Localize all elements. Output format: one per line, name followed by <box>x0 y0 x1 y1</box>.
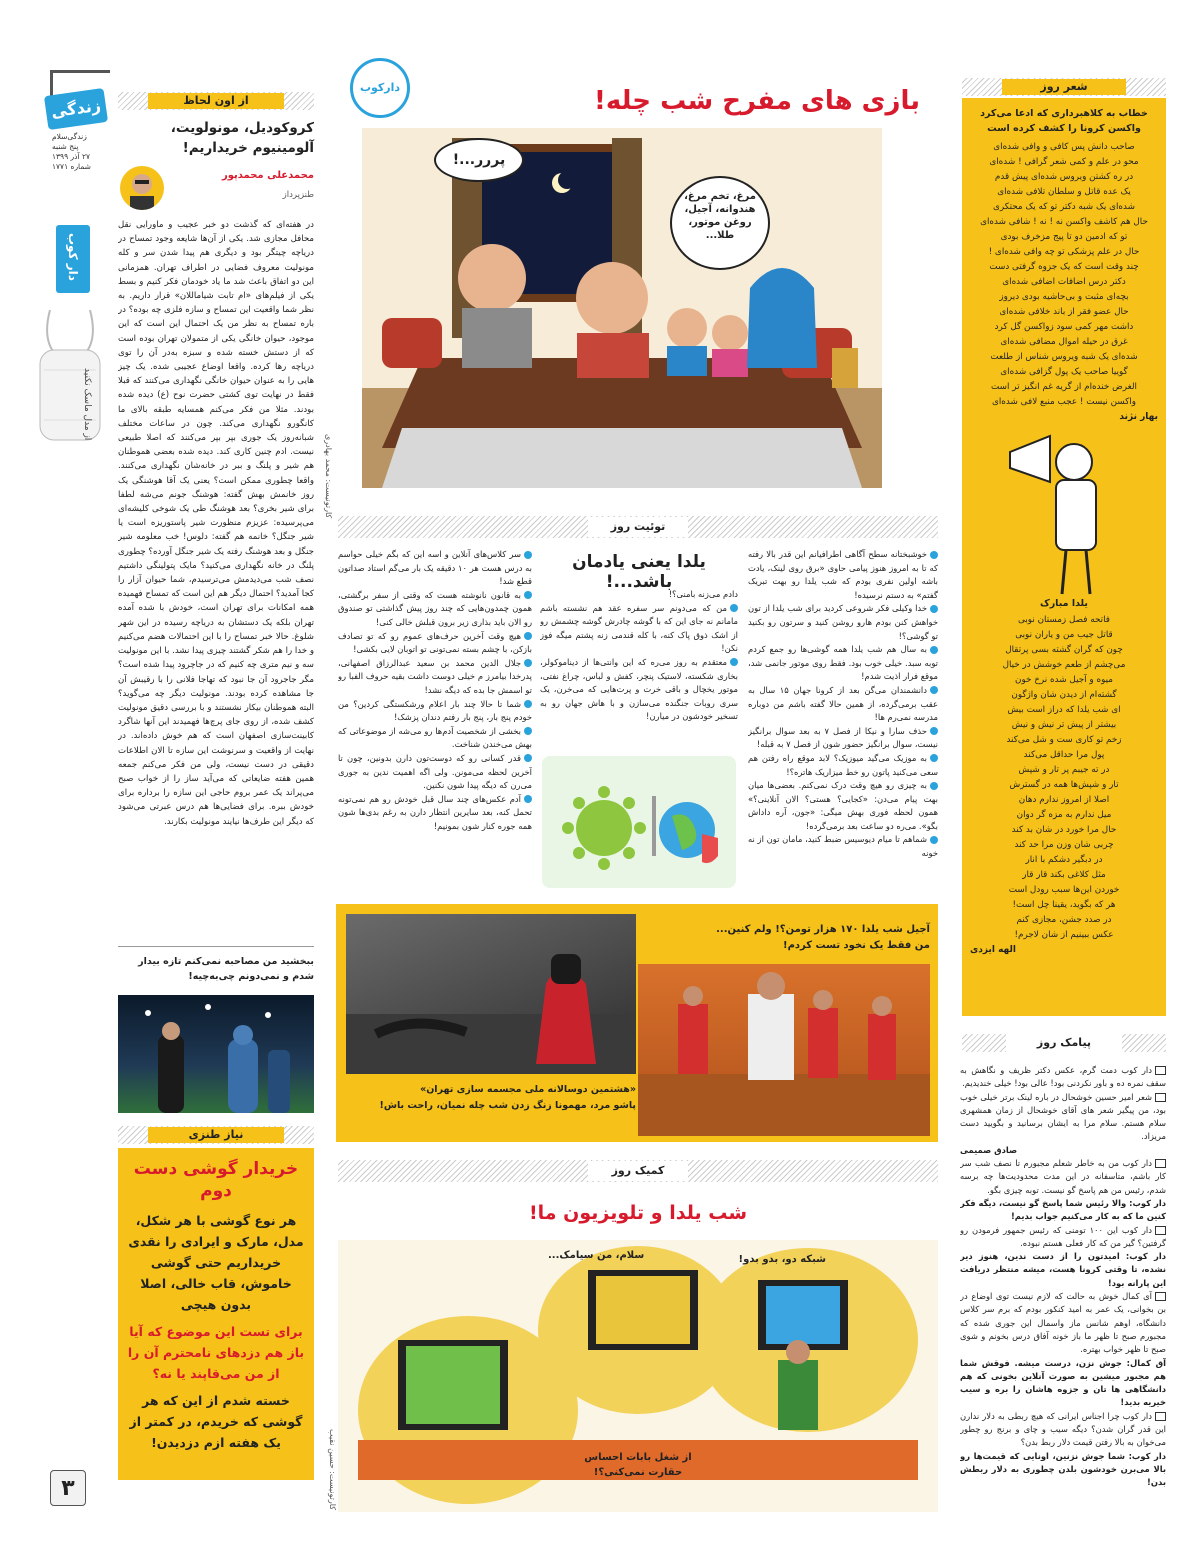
tweet-item <box>338 630 532 657</box>
tweet-text: من که می‌دونم سر سفره عقد هم نشسته باشم مامانم نه جای این که با گوشه چادرش گوشه چشمش رو از اشک ذوق پاک کنه، با کله قندمی زنه پشتم میگه فوز نکن! <box>540 602 738 654</box>
comic-section-label: کمیک روز <box>588 1161 688 1181</box>
logo-text: زندگی <box>49 95 102 122</box>
poem-line: هر که بگوید، یقینا چل است! <box>1012 900 1116 910</box>
poet-name: بهار نژند <box>1119 412 1158 422</box>
tweet-item <box>540 588 738 602</box>
twitter-icon <box>930 605 938 613</box>
poem-line: مثل کلاغی بکند قار قار <box>1022 870 1106 880</box>
masthead-line: پنج شنبه <box>52 142 79 151</box>
comic-panel-text: سلام، من سیامک... <box>548 1250 645 1261</box>
poem-title-2: یلدا مبارک <box>1039 598 1089 609</box>
sms-text: دار کوب دمت گرم، عکس دکتر ظریف و نگاهش به سقف نمره ده و باور نکردنی بود! عالی بود! خیلی خندیدیم. <box>960 1065 1166 1089</box>
poem-line: حال عضو فقر از باند خلافی شده‌ای <box>999 307 1129 317</box>
main-cartoon <box>324 58 938 518</box>
tweet-text: به موزیک می‌گید میوزیک؟ لابد موقع راه رفتن هم سعی می‌کنید پاتون رو خط میزاریک هاتره؟! <box>748 752 938 777</box>
twitter-icon <box>524 632 532 640</box>
niaz-body-3: خسته شدم از این که هر گوشی که خریدم، در کمتر از یک هفته ازم دزدیدن! <box>129 1393 303 1450</box>
tweet-item <box>748 752 938 779</box>
poem-line: خوردن این‌ها سبب رودل است <box>1008 885 1120 895</box>
tweet-text: جلال الدین محمد بن سعید عبدالرزاق اصفهانی، پدرخدا بیامرز م خیلی دوست داشت بقیه حروف الفبا رو تو اسمش جا بده که دیگه نشد! <box>338 657 532 695</box>
poem-line: اصلا از امروز ندارم دهان <box>1018 795 1110 805</box>
tweet-text: دادم می‌زنه بامنی؟! <box>668 589 738 599</box>
tweet-item <box>338 725 532 752</box>
poem-line: گوییا صاحب یک پول گزافی شده‌ای <box>1000 367 1128 377</box>
poem-title: خطاب به کلاهبرداری که ادعا می‌کرد واکسن کرونا را کشف کرده است <box>980 108 1148 134</box>
comic-strip <box>328 1240 938 1512</box>
poem-line: دکتر درس اضافات اضافی شده‌ای <box>1002 277 1126 287</box>
sms-text: شعر امیر حسین خوشحال در باره لینک برتر خیلی خوب بود، من پیگیر شعر های آقای خوشحال از زمان همشهری سلام هستم. سلام مرا به ایشان برسانید و بگویید دست مریزاد. <box>960 1091 1166 1142</box>
poem-line: شده‌ای یک شبه ویروس شناس از طلعت <box>990 352 1138 362</box>
poem-line: حال در علم پزشکی تو چه وافی شده‌ای ! <box>988 247 1140 257</box>
sms-text: دار کوب این ۱۰۰ تومنی که رئیس جمهور فرمودن رو گرفتین؟ گیر من که کار فعلی هستم نبوده. <box>960 1224 1166 1248</box>
poem-lines <box>970 140 1158 410</box>
tweet-item <box>338 548 532 589</box>
twitter-icon <box>524 727 532 735</box>
tweet-text: معتقدم به روز می‌ره که این وانتی‌ها از دیناموکولر، بخاری شکسته، لاستیک پنچر، کفش و لباس، چراغ نفتی، موتور یخچال و باقی خرت و پرت‌هایی که می‌خرن، یک سری روبات جنگنده می‌سازن و با هاش جهان رو به تسخیر خودشون در میارن! <box>540 656 738 722</box>
twitter-icon <box>930 686 938 694</box>
sculpture-photo <box>346 914 636 1074</box>
poem-line: واکسن نیست ! عجب منبع لافی شده‌ای <box>991 397 1137 407</box>
photo-caption-block <box>346 1082 636 1114</box>
twitter-icon <box>524 659 532 667</box>
poem-line: چند وقت است که یک جزوه گرفتی دست <box>989 262 1139 272</box>
megaphone-illustration <box>970 422 1158 598</box>
sms-item <box>960 1290 1166 1356</box>
twitter-icon <box>930 551 938 559</box>
article-title: کروکودیل، مونولویت، آلومینیوم خریداریم! <box>170 120 314 156</box>
news-photo <box>118 995 314 1113</box>
column-right-header-band <box>118 92 314 110</box>
tweet-item <box>540 602 738 656</box>
envelope-icon <box>1155 1159 1166 1168</box>
niaz-section-label: نیاز طنزی <box>148 1127 284 1143</box>
speech-bubble-list-text: مرغ، تخم مرغ، هندوانه، آجیل، روغن موتور، طلا... <box>684 191 756 241</box>
darkoob-tag <box>56 225 90 293</box>
tweet-item <box>748 684 938 725</box>
twitter-icon <box>730 604 738 612</box>
tweet-text: بخشی از شخصیت آدم‌ها رو می‌شه از موضوعاتی که بهش می‌خندن شناخت. <box>338 725 532 750</box>
tweet-item <box>748 548 938 602</box>
poem-line: بیشتر از پیش تر نیش و نیش <box>1011 720 1117 730</box>
photo-caption-line: پاشو مرد، مهمونا زنگ زدن شب چله نمیان، راحت باش! <box>379 1100 636 1111</box>
poem-header-band <box>962 78 1166 96</box>
tweet-column-right <box>748 548 938 900</box>
photo-strip <box>336 904 938 1142</box>
poem-column <box>962 98 1166 1016</box>
niaz-ad <box>118 1148 314 1480</box>
envelope-icon <box>1155 1412 1166 1421</box>
poem-line: الغرض خنده‌ام از گریه غم انگیز تر است <box>990 382 1137 392</box>
poet-name-2: الهه ایزدی <box>970 945 1016 955</box>
masthead <box>40 70 115 180</box>
tweet-item <box>338 589 532 630</box>
poem-line: چون که گران گشته بسی پرتقال <box>1005 645 1123 655</box>
photo-caption: ببخشید من مصاحبه نمی‌کنم تازه بیدار شدم و نمی‌دونم چی‌به‌چیه! <box>138 956 314 982</box>
poem-line: غرق در حیله اموال مضافی شده‌ای <box>1000 337 1128 347</box>
tweet-text: هیچ وقت آخرین حرف‌های عموم رو که تو تصادف بازکن، با چشم بسته نمی‌تونی تو اتوبان لایی بکشی! <box>338 630 532 655</box>
sms-reply: دار کوب: والا رئیس شما پاسخ گو نیست، دیگه فکر کنین ما که به کار می‌کنیم جواب بدیم! <box>960 1197 1166 1222</box>
page-number: ۳ <box>50 1470 86 1506</box>
tweet-text: حذف سارا و نیکا از فصل ۷ به بعد سوال برانگیز نیست، سوال برانگیز حضور شون از فصل ۷ به قبله! <box>748 725 938 750</box>
comic-header-band <box>338 1160 938 1182</box>
photo-headline-line: من فقط یک نخود تست کردم! <box>783 940 930 951</box>
poem-line: در ته جیبم پر تار و شپش <box>1018 765 1110 775</box>
stamp-text: دارکوب <box>359 81 401 94</box>
tweets-header-band <box>338 516 938 538</box>
comic-title: شب یلدا و تلویزیون ما! <box>528 1202 748 1224</box>
tweet-text: خدا وکیلی فکر شروعی کردید برای شب یلدا از تون خواهش کنن بودم هارو روشن کنید و سرتون رو بکنید تو گوشی؟! <box>748 603 938 641</box>
masthead-info <box>52 132 112 172</box>
poem-line: ای شب یلدا که دراز است بیش <box>1007 705 1121 715</box>
payamak-list <box>960 1064 1166 1516</box>
twitter-icon <box>524 754 532 762</box>
poem-line: زخم تو کاری ست و شل می‌کند <box>1006 735 1122 745</box>
speech-bubble-list <box>670 176 770 270</box>
poem-line: تو که ادمین دو تا پیج مزخرف بودی <box>1000 232 1128 242</box>
sms-item <box>960 1410 1166 1450</box>
poem-line: در ره کشتن ویروس شده‌ای پیش قدم <box>994 172 1134 182</box>
tweet-item <box>540 656 738 724</box>
sms-reply: آق کمال: جوش نزن، درست میشه. فوقش شما هم مجبور میشین به صورت آنلاین بخونی که هم دانشگاهی ها تان و جزوه هاشان را بره و سیب خیریه بدید! <box>960 1357 1166 1408</box>
poem-line: میل ندارم به مزه گر دوان <box>1016 810 1112 820</box>
tweet-text: به سال هم شب یلدا همه گوشی‌ها رو جمع کردم توبه سبد. خیلی خوب بود. فقط روی موتور جانمی شد، موقع فرار اذیت شدم! <box>748 644 938 682</box>
tweet-text: قدر کسانی رو که دوست‌تون دارن بدونین، چون تا آخرین لحظه می‌مونن. ولی اگه اهمیت ندین به جوری می‌رن که دیگه پیدا شون نکنین. <box>338 752 532 791</box>
tweet-text: به قانون نانوشته هست که وقتی از سفر برگشتی، همون چمدون‌هایی که چند روز پیش گذاشتی تو صندوق رو الان باید بذاری زیر برون قبلش خالی کنی! <box>338 589 532 627</box>
tweet-item <box>748 779 938 833</box>
twitter-icon <box>524 551 532 559</box>
poem-line: بچه‌ای مثبت و بی‌حاشیه بودی دیروز <box>999 292 1129 302</box>
tweet-item <box>748 602 938 643</box>
avatar <box>120 166 164 210</box>
poem-line: گشته‌ام از دیدن شان واژگون <box>1011 690 1117 700</box>
sms-item <box>960 1064 1166 1091</box>
envelope-icon <box>1155 1066 1166 1075</box>
comic-panel-text: شبکه دو، بدو بدو! <box>738 1254 826 1265</box>
photo-headline-line: آجیل شب یلدا ۱۷۰ هزار تومن؟! ولم کنین... <box>716 924 930 935</box>
tweet-item <box>748 725 938 752</box>
tweet-text: آدم عکس‌های چند سال قبل خودش رو هم نمی‌تونه تحمل کنه، بعد سایرین انتظار دارن به رغم بدی‌ها شون همه جوره کنار شون بمونیم! <box>338 793 532 831</box>
cartoon-scene <box>362 128 882 488</box>
poem-line: می‌چشم از طعم خوشش در خیال <box>1002 660 1126 670</box>
speech-bubble-text: پررر...! <box>452 152 506 168</box>
poem-line: چربی شان وزن مرا حد کند <box>1014 840 1114 850</box>
tweet-column-left <box>338 548 532 888</box>
tweet-column-middle <box>540 588 738 746</box>
poem-line: فاتحه فصل زمستان نوبی <box>1018 615 1110 625</box>
comic-panel-text: از شغل بابات احساس حقارت نمی‌کنی؟! <box>584 1452 692 1478</box>
sms-item <box>960 1091 1166 1144</box>
sms-reply: دار کوب: امیدتون را از دست ندین، هنوز دیر نشده، تا وقتی کرونا هست، میشه منتظر دریافت این پارانه بود! <box>960 1251 1166 1288</box>
mask-illustration <box>30 310 110 450</box>
poem-line: حال مرا خورد در شان بد کند <box>1011 825 1117 835</box>
poem-line: محو در علم و کمی شعر گرافی ! شده‌ای <box>989 157 1139 167</box>
twitter-icon <box>524 700 532 708</box>
author-block <box>118 166 314 214</box>
cartoon-title: بازی های مفرح شب چله! <box>594 86 920 116</box>
mask-text: از مدل ماسک نکنید <box>82 368 92 441</box>
twitter-icon <box>930 646 938 654</box>
envelope-icon <box>1155 1226 1166 1235</box>
niaz-header-band <box>118 1126 314 1144</box>
masthead-line: زندگی‌سلام <box>52 132 87 141</box>
poem-section-label: شعر روز <box>1002 79 1126 95</box>
poem-line: میوه و آجیل شده نرخ خون <box>1015 675 1113 685</box>
author-role: طنزپرداز <box>282 190 314 200</box>
sms-text: دار کوب من به خاطر شعلم مجبورم تا نصف شب سر کار باشم، متاسفانه در این مدت محدودیت‌ها چه برسه شدم، رئیس من هم پاسخ گو نیست. توبه چیزی بگو. <box>960 1158 1166 1195</box>
poem-lines-2 <box>970 613 1158 943</box>
niaz-body: هر نوع گوشی با هر شکل، مدل، مارک و ایرادی را نقدی خریداریم حتی گوشی خاموش، قاب خالی، اصلا بدون هیچی <box>128 1213 304 1312</box>
poem-line: یک عده قاتل و سلطان تلافی شده‌ای <box>997 187 1131 197</box>
niaz-body-2: برای تست این موضوع که آیا باز هم دزدهای نامحترم آن را از من می‌قاپند یا نه؟ <box>127 1324 305 1381</box>
sms-signature: صادق صمیمی <box>960 1144 1018 1155</box>
darkoob-stamp <box>350 58 410 118</box>
twitter-icon <box>930 782 938 790</box>
tweet-text: به چیزی رو هیچ وقت درک نمی‌کنم. بعضی‌ها میان بهت پیام می‌دن: «کجایی؟ هستی؟ الان آنلاینی؟» همون لحظه فوری بهش میگی: «جون، آره داداش بگو». می‌ره دو ساعت بعد برمی‌گرده! <box>748 780 938 831</box>
handball-photo <box>638 964 930 1136</box>
article-body: در هفته‌ای که گذشت دو خبر عجیب و ماورایی نقل محافل مجازی شد. یکی از آن‌ها شایعه وجود تمساح در دریاچه چیتگر بود و دیگری هم پیدا شدن سر و کله مونولیت معروف فضایی در اطراف تهران. همزمانی این دو اتفاق باعث شد ما یاد خودمان فکر کنیم و بسط یکی از فیلم‌های «ام تابت شیاماللان» قرار داریم. به نظر شما واقعیت این تمساح و سازه فلزی چه بوده؟ در باره تمساح به نظر من یک احتمال این است که این موجود، حیوان خانگی یکی از متمولان تهران بوده است که از دستش خسته شده و سبزه به‌در آن را توی دریاچه رها کرده. واقعا اوضاع عجیبی شده. یک چیز هایی را به عنوان حیوان خانگی نگهداری می‌کنند که قبلا فقط در نهایت توی کشتی حضرت نوح (ع) دیده شده بودند. مثلا من فکر می‌کنم همسایه طبقه بالای ما کانگورو نگهداری می‌کند. چون در ساعات مختلف شبانه‌روز یک جوری بپر بپر می‌کنند که اصلا طبیعی نیست. ادم چنین کاری کند. دیده شده بعضی هموطنان هم شیر و پلنگ و ببر در خانه‌شان نگهداری می‌کنند. واقعا چطوری ممکن است؟ یعنی یک آقا هوشنگی یک روز خانمش بهش گفته: هوشنگ جونم می‌شه لطفا برای شیر بخری؟ بعد هوشنگ طی یک شوخی کلیشه‌ای می‌پرسیده: عزیزم منظورت شیر پاستوریزه است یا شیر جنگل؟ خانمه هم گفته: دلوس! خب معلومه شیر جنگل و بعد هوشنگ رفته یک شیر جنگل آورده؟ چطوری پلنگ در خانه نگهداری می‌کنید؟ مایک پتولینگی داشتیم نصف شب می‌دیدمش می‌ترسیدم، شما حیوان آزار را کجا آمدید؟ احتمال دیگر هم این است که تمساح فهمیده همه امکانات برای تهران است، خودش با شده آمده تهران بلکه یک دستشان به دریاچه رسیده در این شهر شلوغ. حالا خبر تمساح را با این احتمالات هضم می‌کنیم و خدا را هم شکر گشتند چیزی پیدا نشد. با این مونولیت سه و نیم متری چه کنیم که در جاچرود پیدا شده است؟ مگر جاجرود آن جا نبود که تهاجا فلانی را با رقیبش آن جا مشاهده کرده بودند. مونولیت دیگر چه می‌گوید؟ البته هموطنان بیکار نشستند و با بررسی دقیق مونولیت کشف شده، از روی جای پرچ‌ها فهمیدند این آنها شاگرد کابینت‌سازی اصفهان است که هم خوش داده‌اند. در نهایت از واقعیت و سرنوشت این سازه تا الان اطلاعات دقیقی در دست نیست، ولی من فکر می‌کنم جمعه همین هفته ضایعاتی که می‌آید ساز را از خواب صبح می‌پراند یک عمر بروم حاجی این سازه را برداره برای خودش ببره. برای فضایی‌ها هم درس عبرتی می‌شود که دیگر این طرف‌ها نیایند مونولیت بکارند. <box>118 220 314 827</box>
twitter-icon <box>524 795 532 803</box>
poem-line: حال هم کاشف واکسن نه ! نه ! شافی شده‌ای <box>980 217 1148 227</box>
tweet-item <box>338 657 532 698</box>
photo-headline <box>638 922 930 954</box>
poem-line: در دبگیر دشکم با انار <box>1025 855 1103 865</box>
masthead-line: شماره ۱۷۷۱ <box>52 162 91 171</box>
tweets-section-label: توئیت روز <box>588 517 688 537</box>
tweet-item <box>748 643 938 684</box>
virus-illustration <box>542 756 736 888</box>
twitter-icon <box>524 591 532 599</box>
envelope-icon <box>1155 1093 1166 1102</box>
sms-reply: دار کوب: شما جوش نزنین، اونایی که قیمت‌ها رو بالا می‌برن خودشون بلدن چطوری به دلار ربطش بدن! <box>960 1450 1166 1488</box>
speech-bubble <box>434 138 524 182</box>
comic-credit: کارتونیست: حسین نقیب <box>328 1428 337 1510</box>
sms-text: آی کمال خوش به حالت که لازم نیست توی اوضاع در بن بخوانی، یک عمر به امید کنکور بودم که برم سر کلاس دانشگاه، اوهم شانس ماز واسمال این جوری شده که مجبورم صبح تا ظهر ما باز خونه آفاق درس بخونم و شوی صبح تا ظهر خواب بهتره. <box>960 1291 1166 1355</box>
cartoon-credit: کارتونیست: محمد بهادری <box>324 433 333 518</box>
twitter-icon <box>930 727 938 735</box>
sms-item <box>960 1224 1166 1251</box>
payamak-header-band <box>962 1034 1166 1052</box>
niaz-title: خریدار گوشی دست دوم <box>133 1159 299 1201</box>
photo-caption-line: «هشتمین دوسالانه ملی مجسمه سازی تهران» <box>420 1084 636 1095</box>
envelope-icon <box>1155 1292 1166 1301</box>
poem-line: تار و شپش‌ها همه در گسترش <box>1009 780 1119 790</box>
tweet-text: سر کلاس‌های آنلاین و اسه این که بگم خیلی حواسم به درس هست هر ۱۰ دقیقه یک بار می‌گم استاد صداتون قطع شد! <box>338 549 532 587</box>
poem-line: در صدد جشن، مجازی کنم <box>1016 915 1112 925</box>
tweet-item <box>748 833 938 860</box>
tweet-text: دانشمندان می‌گن بعد از کرونا جهان ۱۵ سال به عقب برمی‌گرده، از همین حالا گفته باشم من دوباره مدرسه نمی‌رم ها! <box>748 684 938 723</box>
author-name: محمدعلی محمدپور <box>221 170 314 181</box>
section-label: از اون لحاظ <box>148 93 284 109</box>
poem-line: شده‌ای یک شبه دکتر تو که یک محتکری <box>992 202 1136 212</box>
payamak-section-label: پیامک روز <box>1006 1034 1122 1052</box>
tweet-text: شماهم تا میام دیوسیس ضبط کنید، مامان تون از نه خونه <box>748 834 938 859</box>
poem-line: داشت مهر کمی سود زواکسن گل کرد <box>994 322 1134 332</box>
sms-text: دار کوب چرا اجناس ایرانی که هیچ ربطی به دلار ندارن این قدر گران شدن؟ دیگه سیب و چای و برنج رو چطور می‌خوان به بالا رفتن قیمت دلار ربط بدن؟ <box>960 1410 1166 1448</box>
sms-item <box>960 1157 1166 1197</box>
tweet-text: شما تا حالا چند بار اعلام ورشکستگی کردین؟ من خودم پنج بار، پنج بار رفتم دندان پزشک! <box>338 698 532 723</box>
poem-line: صاحب دانش پس کافی و وافی شده‌ای <box>993 142 1135 152</box>
tweet-item <box>338 698 532 725</box>
darkoob-tag-label: دار کوب <box>66 233 80 281</box>
twitter-icon <box>730 658 738 666</box>
poem-line: پول مرا حداقل می‌کند <box>1023 750 1105 760</box>
poem-line: قاتل جیب من و یاران نوبی <box>1015 630 1113 640</box>
tweet-text: خوشبختانه سطح آگاهی اطرافیانم این قدر بالا رفته که تا به امروز هنوز پیامی حاوی «برق روی لینک، یادت باشه اولین نفری بودم که شب یلدا رو بهت تبریک گفتم» به دستم نرسیده! <box>748 549 938 600</box>
tweet-item <box>338 752 532 793</box>
twitter-icon <box>930 836 938 844</box>
tweets-title: یلدا یعنی یادمان باشد...! <box>572 552 706 592</box>
twitter-icon <box>930 754 938 762</box>
poem-line: عکس ببینیم از شان لاجرم! <box>1014 930 1114 940</box>
masthead-line: ۲۷ آذر ۱۳۹۹ <box>52 152 91 161</box>
tweet-item <box>338 793 532 834</box>
